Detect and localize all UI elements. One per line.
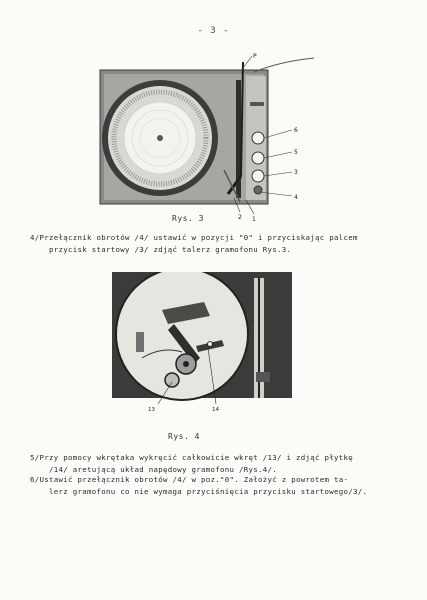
knob-5 [252, 152, 264, 164]
start-button-3 [252, 170, 264, 182]
knob-6 [252, 132, 264, 144]
instruction-5 [30, 452, 410, 476]
instruction-4-line-1: 4/Przełącznik obrotów /4/ ustawić w pozycji "0" i przyciskając palcem [30, 233, 358, 242]
figure-turntable-photo [94, 52, 316, 224]
instruction-5-line-2: /14/ aretującą układ napędowy gramofonu /Rys.4/. [30, 465, 277, 474]
drive-mechanism-illustration [112, 272, 292, 412]
panel-label [250, 102, 264, 106]
label-6: 6 [294, 127, 298, 134]
label-2: 2 [238, 214, 242, 221]
idler-hub [183, 361, 189, 367]
screw-13 [208, 342, 213, 347]
label-13: 13 [148, 407, 155, 412]
bracket [136, 332, 144, 352]
instruction-4 [30, 232, 410, 256]
instruction-6 [30, 474, 410, 498]
leader-line [243, 56, 252, 68]
motor-pulley [165, 373, 179, 387]
page-number: - 3 - [197, 26, 230, 36]
instruction-5-line-1: 5/Przy pomocy wkrętaka wykręcić całkowicie wkręt /13/ i zdjąć płytkę [30, 453, 353, 462]
figure-drive-mechanism-photo [112, 272, 292, 412]
rail-clip [256, 372, 270, 382]
spindle [157, 135, 163, 141]
speed-switch-4 [254, 186, 262, 194]
turntable-illustration [94, 52, 316, 224]
label-14: 14 [212, 407, 219, 412]
instruction-6-line-2: lerz gramofonu co nie wymaga przyciśnięcia przycisku startowego/3/. [30, 487, 368, 496]
label-p: P [253, 53, 257, 60]
figure1-caption: Rys. 3 [172, 214, 204, 223]
label-1: 1 [252, 216, 256, 223]
label-4: 4 [294, 194, 298, 201]
label-3: 3 [294, 169, 298, 176]
label-5: 5 [294, 149, 298, 156]
instruction-4-line-2: przycisk startowy /3/ zdjąć talerz gramofonu Rys.3. [30, 245, 292, 254]
figure2-caption: Rys. 4 [168, 432, 200, 441]
instruction-6-line-1: 6/Ustawić przełącznik obrotów /4/ w poz."0". Założyć z powrotem ta- [30, 475, 349, 484]
